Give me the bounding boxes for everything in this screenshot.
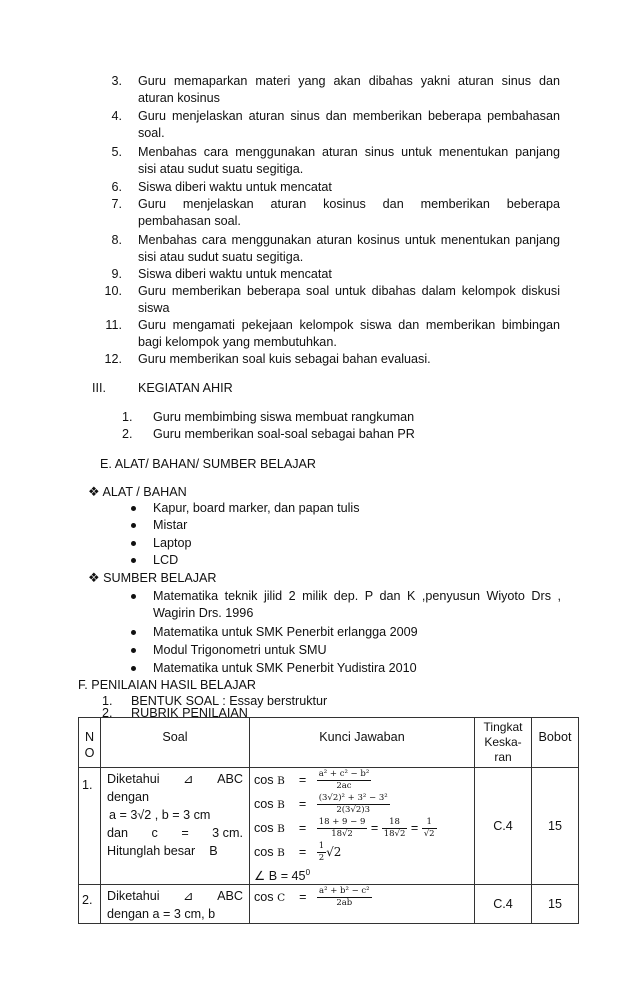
list-text: pembahasan soal. (138, 214, 241, 228)
table-header-row (79, 718, 579, 768)
list-text: RUBRIK PENILAIAN (131, 706, 248, 720)
cell-kunci: cos C = $\frac{\text{a² + b² − c²}}{2ab}$ (250, 885, 475, 924)
alat-heading (88, 484, 187, 500)
list-text: Guru memberikan soal-soal sebagai bahan PR (153, 427, 415, 441)
cell-no: 2. (79, 885, 101, 924)
header-kunci: Kunci Jawaban (250, 718, 475, 768)
list-number: 8. (111, 233, 122, 247)
list-text: Matematika untuk SMK Penerbit Yudistira 2010 (153, 661, 417, 675)
list-number: 1. (102, 694, 113, 708)
bullet-icon (131, 648, 136, 653)
cell-tingkat: C.4 (475, 768, 532, 885)
bullet-icon (131, 630, 136, 635)
list-text: Guru menjelaskan aturan kosinus dan memberikan beberapa (138, 197, 560, 211)
list-text: soal. (138, 126, 165, 140)
list-item (131, 661, 136, 675)
list-number: 10. (104, 284, 122, 298)
bullet-icon (131, 541, 136, 546)
list-text: Menbahas cara menggunakan aturan sinus untuk menentukan panjang (138, 145, 560, 159)
list-text: sisi atau sudut suatu segitiga. (138, 162, 304, 176)
section-heading: KEGIATAN AHIR (138, 381, 233, 395)
sumber-heading (88, 570, 217, 586)
cell-soal: Diketahui ⊿ ABC dengan a = 3 cm, b (101, 885, 250, 924)
list-text: Modul Trigonometri untuk SMU (153, 643, 327, 657)
list-number: 3. (111, 74, 122, 88)
section-number: III. (92, 381, 106, 395)
list-text: Wagirin Drs. 1996 (153, 606, 254, 620)
list-text: Guru menjelaskan aturan sinus dan memberikan beberapa pembahasan (138, 109, 560, 123)
list-item (131, 643, 136, 657)
list-item (131, 589, 136, 603)
cell-kunci: cos B = $\frac{\text{a² + c² − b²}}{2ac}$ cos B = $\frac{\text{(3√2)² + 3² − 3²}}{2(3√2)3}$ cos B = $\frac{18 + 9 - 9}{18√2}$ = $\frac{18}{18√2}$ = $\frac{1}{√2}$ cos B = $\frac{1}{2}$ √2 ∠ $B = 45^0$ (250, 768, 475, 885)
list-text: Matematika untuk SMK Penerbit erlangga 2009 (153, 625, 418, 639)
list-item (131, 536, 136, 550)
list-text: BENTUK SOAL : Essay berstruktur (131, 694, 328, 708)
list-text: sisi atau sudut suatu segitiga. (138, 250, 304, 264)
list-text: Siswa diberi waktu untuk mencatat (138, 267, 332, 281)
section-heading: E. ALAT/ BAHAN/ SUMBER BELAJAR (100, 457, 317, 471)
list-item (131, 625, 136, 639)
cell-bobot: 15 (532, 885, 579, 924)
list-text: Guru membimbing siswa membuat rangkuman (153, 410, 415, 424)
list-number: 9. (111, 267, 122, 281)
list-item (131, 553, 136, 567)
list-text: LCD (153, 553, 179, 567)
header-no: N O (79, 718, 101, 768)
list-number: 2. (102, 706, 113, 720)
list-number: 7. (111, 197, 122, 211)
rubric-table (78, 717, 579, 924)
list-number: 4. (111, 109, 122, 123)
list-text: Guru memaparkan materi yang akan dibahas yakni aturan sinus dan (138, 74, 560, 88)
cell-no: 1. (79, 768, 101, 885)
list-item (131, 518, 136, 532)
section-heading: F. PENILAIAN HASIL BELAJAR (78, 678, 257, 692)
list-number: 5. (111, 145, 122, 159)
list-item (131, 501, 136, 515)
table-row (79, 768, 579, 885)
diamond-bullet-icon: ❖ (88, 484, 100, 499)
header-tingkat: Tingkat Keska- ran (475, 718, 532, 768)
list-number: 11. (105, 318, 122, 332)
header-bobot: Bobot (532, 718, 579, 768)
list-text: Matematika teknik jilid 2 milik dep. P dan K ,penyusun Wiyoto Drs , (153, 589, 561, 603)
alat-title: ALAT / BAHAN (102, 485, 187, 499)
bullet-icon (131, 558, 136, 563)
list-text: Guru memberikan soal kuis sebagai bahan evaluasi. (138, 352, 431, 366)
list-text: Siswa diberi waktu untuk mencatat (138, 180, 332, 194)
cell-soal: Diketahui ⊿ ABC dengan a = 3√2 , b = 3 cm dan c = 3 cm. Hitunglah besar B (101, 768, 250, 885)
list-number: 2. (122, 427, 133, 441)
list-number: 1. (122, 410, 133, 424)
bullet-icon (131, 594, 136, 599)
list-text: Kapur, board marker, dan papan tulis (153, 501, 360, 515)
list-text: Guru memberikan beberapa soal untuk dibahas dalam kelompok diskusi (138, 284, 560, 298)
list-number: 6. (111, 180, 122, 194)
list-text: aturan kosinus (138, 91, 220, 105)
bullet-icon (131, 666, 136, 671)
header-soal: Soal (101, 718, 250, 768)
list-text: Guru mengamati pekejaan kelompok siswa dan memberikan bimbingan (138, 318, 560, 332)
bullet-icon (131, 523, 136, 528)
cell-tingkat: C.4 (475, 885, 532, 924)
list-text: siswa (138, 301, 170, 315)
list-number: 12. (104, 352, 122, 366)
diamond-bullet-icon: ❖ (88, 570, 100, 585)
list-text: Menbahas cara menggunakan aturan kosinus untuk menentukan panjang (138, 233, 560, 247)
cell-bobot: 15 (532, 768, 579, 885)
table-row (79, 885, 579, 924)
list-text: bagi kelompok yang membutuhkan. (138, 335, 337, 349)
list-text: Laptop (153, 536, 192, 550)
list-text: Mistar (153, 518, 188, 532)
bullet-icon (131, 506, 136, 511)
sumber-title: SUMBER BELAJAR (103, 571, 217, 585)
